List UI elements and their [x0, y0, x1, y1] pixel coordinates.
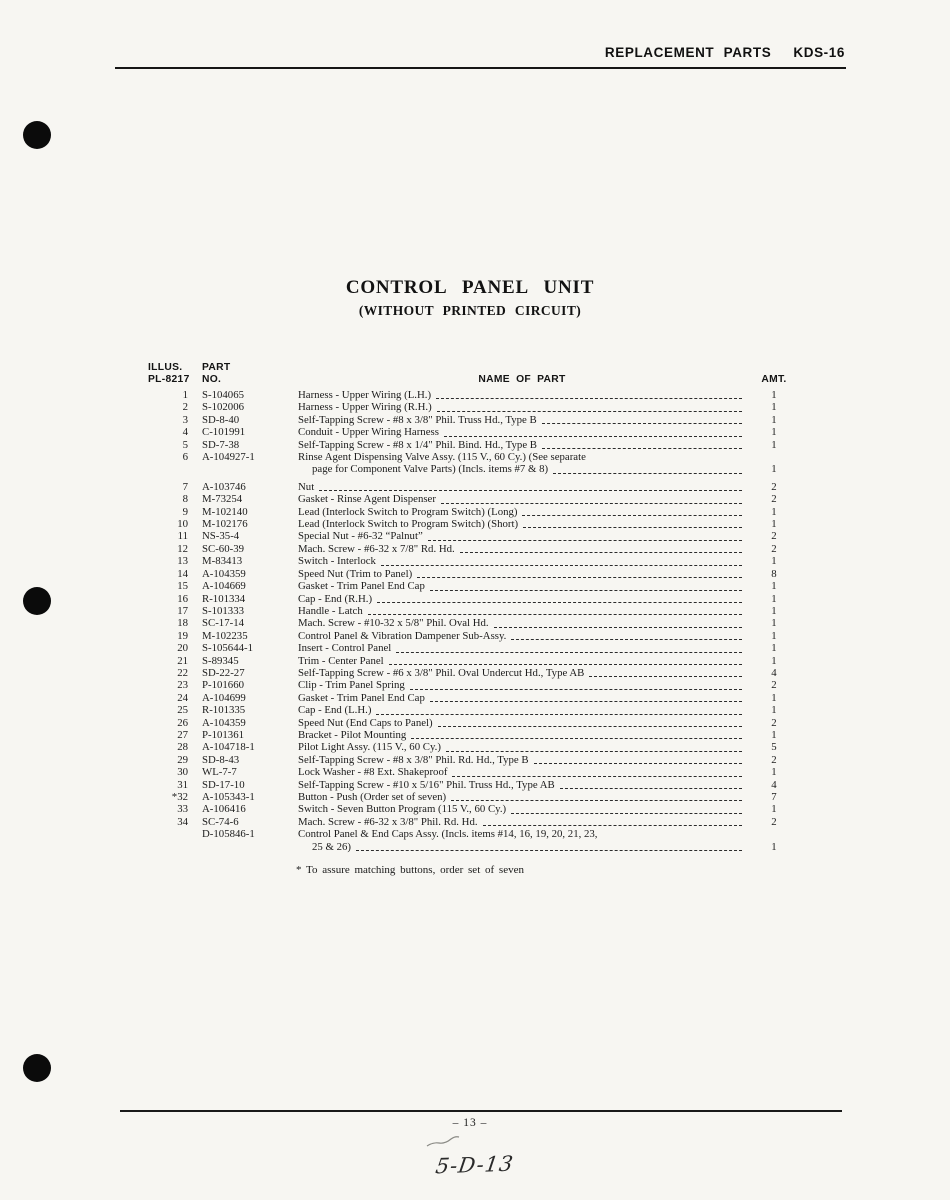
- illus-no-cell: 31: [177, 778, 188, 791]
- illus-no-cell: 16: [177, 592, 188, 605]
- part-no-cell: [202, 841, 290, 853]
- dotted-leader: [376, 714, 742, 715]
- part-name-cell: [298, 389, 746, 401]
- part-name-text: Harness - Upper Wiring (R.H.): [298, 401, 432, 414]
- column-header-part-no: PART NO.: [202, 362, 231, 385]
- parts-table: [148, 362, 794, 853]
- table-row: [148, 555, 794, 567]
- illus-no-cell: 11: [177, 530, 188, 543]
- amount-cell: 2: [771, 753, 777, 766]
- part-name-text: Handle - Latch: [298, 604, 363, 617]
- illus-no-cell: 33: [177, 803, 188, 816]
- dotted-leader: [542, 448, 742, 449]
- amount-cell: 1: [771, 426, 777, 439]
- part-no-cell: SC-17-14: [202, 617, 244, 630]
- part-no-cell: S-89345: [202, 654, 239, 667]
- part-name-text: Nut: [298, 480, 315, 493]
- table-row: [148, 692, 794, 704]
- part-name-text: Rinse Agent Dispensing Valve Assy. (115 V., 60 Cy.) (See separate: [298, 451, 586, 464]
- illus-no-cell: 3: [182, 413, 188, 426]
- illus-no-cell: 1: [182, 389, 188, 401]
- part-name-text: Clip - Trim Panel Spring: [298, 679, 405, 692]
- part-name-cell: [298, 729, 746, 741]
- amount-cell: 1: [771, 580, 777, 593]
- dotted-leader: [444, 436, 742, 437]
- dotted-leader: [589, 676, 742, 677]
- amount-cell: 1: [771, 592, 777, 605]
- illus-no-cell: 12: [177, 542, 188, 555]
- table-row: [148, 816, 794, 828]
- part-name-cell: [298, 642, 746, 654]
- illus-no-cell: 30: [177, 766, 188, 779]
- illus-no-cell: [148, 828, 194, 840]
- table-row: [148, 451, 794, 463]
- illus-no-cell: 10: [177, 518, 188, 531]
- part-name-cell: [298, 717, 746, 729]
- binder-hole-bottom: [23, 1054, 51, 1082]
- part-name-text: Pilot Light Assy. (115 V., 60 Cy.): [298, 741, 441, 754]
- table-row: [148, 605, 794, 617]
- part-name-cell: [298, 667, 746, 679]
- part-name-text: Gasket - Trim Panel End Cap: [298, 691, 425, 704]
- dotted-leader: [437, 411, 742, 412]
- part-name-text: Insert - Control Panel: [298, 642, 392, 655]
- part-name-text: Harness - Upper Wiring (L.H.): [298, 389, 432, 401]
- table-row: [148, 493, 794, 505]
- amount-cell: 2: [771, 679, 777, 692]
- table-row: [148, 506, 794, 518]
- part-no-cell: SD-22-27: [202, 666, 245, 679]
- part-name-text: Control Panel & Vibration Dampener Sub-Assy.: [298, 629, 507, 642]
- amount-cell: 1: [771, 728, 777, 741]
- part-name-cell: [298, 679, 746, 691]
- part-name-cell: [298, 828, 746, 840]
- illus-no-cell: 29: [177, 753, 188, 766]
- dotted-leader: [411, 738, 742, 739]
- part-name-cell: [298, 439, 746, 451]
- part-name-text: Button - Push (Order set of seven): [298, 791, 447, 803]
- dotted-leader: [452, 776, 742, 777]
- dotted-leader: [319, 490, 742, 491]
- part-name-cell: [298, 692, 746, 704]
- part-name-text: Lead (Interlock Switch to Program Switch) (Short): [298, 518, 519, 531]
- illus-no-cell: 23: [177, 679, 188, 692]
- part-no-cell: R-101335: [202, 704, 246, 717]
- dotted-leader: [430, 701, 742, 702]
- part-name-cell: [298, 754, 746, 766]
- amount-cell: 4: [771, 666, 777, 679]
- illus-no-cell: 6: [182, 451, 188, 464]
- part-no-cell: A-104718-1: [202, 741, 255, 754]
- illus-no-cell: 14: [177, 567, 188, 580]
- table-row: [148, 841, 794, 853]
- illus-no-cell: 24: [177, 691, 188, 704]
- table-row: [148, 414, 794, 426]
- amount-cell: [754, 451, 794, 463]
- part-name-text: 25 & 26): [312, 840, 351, 853]
- part-no-cell: A-105343-1: [202, 791, 255, 803]
- handwritten-note: 5-D-13: [434, 1151, 516, 1179]
- amount-cell: 2: [771, 542, 777, 555]
- table-row: [148, 401, 794, 413]
- illus-no-cell: 19: [177, 629, 188, 642]
- title-block: [130, 277, 810, 319]
- illus-no-cell: 9: [182, 505, 188, 518]
- page-header: [605, 45, 845, 60]
- part-no-cell: S-105644-1: [202, 642, 253, 655]
- part-no-cell: C-101991: [202, 426, 246, 439]
- part-name-text: Self-Tapping Screw - #8 x 3/8" Phil. Rd. Hd., Type B: [298, 753, 529, 766]
- table-row: [148, 389, 794, 401]
- dotted-leader: [377, 602, 742, 603]
- part-no-cell: [202, 463, 290, 475]
- illus-no-cell: 20: [177, 642, 188, 655]
- table-row: [148, 630, 794, 642]
- illus-no-cell: 21: [177, 654, 188, 667]
- part-name-text: Gasket - Trim Panel End Cap: [298, 580, 425, 593]
- table-row: [148, 655, 794, 667]
- illus-no-cell: 18: [177, 617, 188, 630]
- illus-no-cell: 13: [177, 555, 188, 568]
- part-no-cell: D-105846-1: [202, 828, 255, 841]
- table-row: [148, 439, 794, 451]
- amount-cell: [754, 828, 794, 840]
- part-no-cell: SD-7-38: [202, 438, 240, 451]
- part-no-cell: A-104359: [202, 567, 246, 580]
- part-name-cell: [298, 630, 746, 642]
- illus-no-cell: 2: [182, 401, 188, 414]
- amount-cell: 1: [771, 704, 777, 717]
- table-row: [148, 717, 794, 729]
- dotted-leader: [494, 627, 742, 628]
- table-row: [148, 568, 794, 580]
- part-name-cell: [298, 451, 746, 463]
- part-name-cell: [298, 506, 746, 518]
- part-no-cell: M-83413: [202, 555, 243, 568]
- binder-hole-middle: [23, 587, 51, 615]
- illus-no-cell: 22: [177, 666, 188, 679]
- amount-cell: 4: [771, 778, 777, 791]
- part-name-cell: [298, 580, 746, 592]
- part-no-cell: A-104699: [202, 691, 246, 704]
- part-no-cell: A-103746: [202, 480, 246, 493]
- part-name-text: Lock Washer - #8 Ext. Shakeproof: [298, 766, 448, 779]
- part-no-cell: A-106416: [202, 803, 246, 816]
- dotted-leader: [441, 503, 742, 504]
- part-name-text: Bracket - Pilot Mounting: [298, 728, 407, 741]
- part-name-text: Switch - Seven Button Program (115 V., 60 Cy.): [298, 803, 507, 816]
- amount-cell: 2: [771, 530, 777, 543]
- page-number: – 13 –: [452, 1117, 488, 1129]
- amount-cell: 5: [771, 741, 777, 754]
- amount-cell: 2: [771, 815, 777, 828]
- pencil-scribble: [425, 1133, 465, 1149]
- part-name-text: Special Nut - #6-32 “Palnut”: [298, 530, 423, 543]
- amount-cell: 1: [771, 401, 777, 414]
- table-row: [148, 741, 794, 753]
- dotted-leader: [396, 652, 742, 653]
- part-no-cell: SD-17-10: [202, 778, 245, 791]
- part-name-cell: [298, 741, 746, 753]
- dotted-leader: [511, 639, 742, 640]
- illus-no-cell: 27: [177, 728, 188, 741]
- column-header-illus: ILLUS. PL-8217: [148, 362, 190, 385]
- table-row: [148, 803, 794, 815]
- part-no-cell: NS-35-4: [202, 530, 240, 543]
- binder-hole-top: [23, 121, 51, 149]
- part-no-cell: M-102235: [202, 629, 248, 642]
- amount-cell: 1: [771, 766, 777, 779]
- table-row: [148, 754, 794, 766]
- dotted-leader: [522, 515, 742, 516]
- part-name-cell: [298, 543, 746, 555]
- dotted-leader: [356, 850, 742, 851]
- table-row: [148, 766, 794, 778]
- part-no-cell: R-101334: [202, 592, 246, 605]
- part-name-cell: [298, 401, 746, 413]
- dotted-leader: [430, 590, 742, 591]
- illus-no-cell: [148, 841, 194, 853]
- amount-cell: 1: [771, 629, 777, 642]
- amount-cell: 1: [771, 389, 777, 401]
- amount-cell: 1: [771, 691, 777, 704]
- amount-cell: 2: [771, 493, 777, 506]
- table-row: [148, 642, 794, 654]
- footer-rule: [120, 1110, 842, 1112]
- part-no-cell: P-101361: [202, 728, 244, 741]
- part-name-cell: [298, 779, 746, 791]
- table-body: [148, 389, 794, 853]
- amount-cell: 1: [771, 654, 777, 667]
- part-no-cell: M-102140: [202, 505, 248, 518]
- amount-cell: 7: [771, 791, 777, 803]
- illus-no-cell: 7: [182, 480, 188, 493]
- table-row: [148, 530, 794, 542]
- amount-cell: 2: [771, 480, 777, 493]
- amount-cell: 1: [771, 840, 777, 853]
- part-name-text: Speed Nut (Trim to Panel): [298, 567, 413, 580]
- part-no-cell: SD-8-43: [202, 753, 240, 766]
- part-no-cell: P-101660: [202, 679, 244, 692]
- illus-no-cell: [148, 463, 194, 475]
- amount-cell: 1: [771, 642, 777, 655]
- illus-no-cell: 28: [177, 741, 188, 754]
- part-name-cell: [298, 555, 746, 567]
- header-rule: [115, 67, 846, 69]
- table-row: [148, 593, 794, 605]
- part-name-text: Speed Nut (End Caps to Panel): [298, 716, 433, 729]
- part-no-cell: SC-74-6: [202, 815, 239, 828]
- amount-cell: 1: [771, 463, 777, 476]
- dotted-leader: [410, 689, 742, 690]
- part-name-cell: [298, 481, 746, 493]
- table-row: [148, 518, 794, 530]
- part-name-text: Cap - End (L.H.): [298, 704, 372, 717]
- illus-no-cell: 34: [177, 815, 188, 828]
- amount-cell: 1: [771, 413, 777, 426]
- illus-no-cell: 25: [177, 704, 188, 717]
- dotted-leader: [553, 473, 742, 474]
- column-header-amt: AMT.: [761, 373, 787, 385]
- part-name-text: Conduit - Upper Wiring Harness: [298, 426, 439, 439]
- illus-no-cell: *32: [171, 791, 188, 803]
- table-row: [148, 779, 794, 791]
- part-name-cell: [298, 803, 746, 815]
- dotted-leader: [560, 788, 742, 789]
- part-no-cell: S-102006: [202, 401, 244, 414]
- part-name-cell: [298, 791, 746, 803]
- dotted-leader: [417, 577, 742, 578]
- part-name-text: Switch - Interlock: [298, 555, 376, 568]
- part-name-text: Control Panel & End Caps Assy. (Incls. items #14, 16, 19, 20, 21, 23,: [298, 828, 598, 841]
- part-name-cell: [298, 568, 746, 580]
- illus-no-cell: 15: [177, 580, 188, 593]
- part-no-cell: M-73254: [202, 493, 243, 506]
- footnote: * To assure matching buttons, order set of seven: [296, 864, 524, 876]
- part-no-cell: S-104065: [202, 389, 244, 401]
- table-row: [148, 543, 794, 555]
- part-no-cell: S-101333: [202, 604, 244, 617]
- part-name-cell: [298, 766, 746, 778]
- table-row: [148, 828, 794, 840]
- part-name-text: Self-Tapping Screw - #8 x 3/8" Phil. Truss Hd., Type B: [298, 413, 537, 426]
- part-name-text: Mach. Screw - #6-32 x 7/8" Rd. Hd.: [298, 542, 455, 555]
- part-name-text: Mach. Screw - #6-32 x 3/8" Phil. Rd. Hd.: [298, 815, 478, 828]
- page-subtitle: (WITHOUT PRINTED CIRCUIT): [358, 303, 582, 318]
- part-name-cell: [298, 704, 746, 716]
- part-name-text: Mach. Screw - #10-32 x 5/8" Phil. Oval Hd.: [298, 617, 489, 630]
- part-name-cell: [298, 518, 746, 530]
- dotted-leader: [542, 423, 742, 424]
- part-name-text: Gasket - Rinse Agent Dispenser: [298, 493, 436, 506]
- dotted-leader: [511, 813, 742, 814]
- dotted-leader: [451, 800, 742, 801]
- table-row: [148, 426, 794, 438]
- table-row: [148, 481, 794, 493]
- table-row: [148, 667, 794, 679]
- table-row: [148, 679, 794, 691]
- part-name-text: Cap - End (R.H.): [298, 592, 373, 605]
- dotted-leader: [436, 398, 742, 399]
- dotted-leader: [368, 614, 742, 615]
- table-row: [148, 580, 794, 592]
- amount-cell: 1: [771, 518, 777, 531]
- part-name-cell: [298, 426, 746, 438]
- part-no-cell: A-104669: [202, 580, 246, 593]
- dotted-leader: [438, 726, 742, 727]
- dotted-leader: [483, 825, 742, 826]
- part-name-cell: [298, 605, 746, 617]
- part-no-cell: A-104927-1: [202, 451, 255, 464]
- table-row: [148, 463, 794, 475]
- dotted-leader: [523, 527, 742, 528]
- dotted-leader: [428, 540, 742, 541]
- dotted-leader: [446, 751, 742, 752]
- part-no-cell: M-102176: [202, 518, 248, 531]
- table-row: [148, 729, 794, 741]
- part-no-cell: SC-60-39: [202, 542, 244, 555]
- part-name-text: Trim - Center Panel: [298, 654, 384, 667]
- dotted-leader: [460, 552, 742, 553]
- amount-cell: 8: [771, 567, 777, 580]
- header-section-title: REPLACEMENT PARTS: [604, 45, 772, 60]
- header-model-number: KDS-16: [793, 45, 845, 60]
- table-row: [148, 617, 794, 629]
- part-name-cell: [298, 816, 746, 828]
- table-row: [148, 791, 794, 803]
- part-name-cell: [298, 493, 746, 505]
- dotted-leader: [534, 763, 742, 764]
- illus-no-cell: 8: [182, 493, 188, 506]
- part-name-text: Self-Tapping Screw - #10 x 5/16" Phil. Truss Hd., Type AB: [298, 778, 555, 791]
- column-header-name: NAME OF PART: [478, 373, 566, 385]
- amount-cell: 1: [771, 505, 777, 518]
- part-name-text: Self-Tapping Screw - #8 x 1/4" Phil. Bind. Hd., Type B: [298, 438, 538, 451]
- part-name-cell: [298, 841, 746, 853]
- part-name-cell: [298, 414, 746, 426]
- dotted-leader: [381, 565, 742, 566]
- illus-no-cell: 17: [177, 604, 188, 617]
- part-no-cell: A-104359: [202, 716, 246, 729]
- part-no-cell: SD-8-40: [202, 413, 240, 426]
- part-name-text: page for Component Valve Parts) (Incls. items #7 & 8): [312, 463, 549, 476]
- amount-cell: 1: [771, 604, 777, 617]
- amount-cell: 2: [771, 716, 777, 729]
- part-name-cell: [298, 617, 746, 629]
- part-name-text: Lead (Interlock Switch to Program Switch) (Long): [298, 505, 518, 518]
- dotted-leader: [389, 664, 742, 665]
- part-name-cell: [298, 463, 746, 475]
- part-name-cell: [298, 593, 746, 605]
- part-name-text: Self-Tapping Screw - #6 x 3/8" Phil. Oval Undercut Hd., Type AB: [298, 666, 585, 679]
- part-no-cell: WL-7-7: [202, 766, 237, 779]
- part-name-cell: [298, 655, 746, 667]
- illus-no-cell: 5: [182, 438, 188, 451]
- amount-cell: 1: [771, 617, 777, 630]
- table-header: [148, 362, 794, 385]
- illus-no-cell: 26: [177, 716, 188, 729]
- amount-cell: 1: [771, 438, 777, 451]
- illus-no-cell: 4: [182, 426, 188, 439]
- page-title: CONTROL PANEL UNIT: [345, 277, 595, 298]
- part-name-cell: [298, 530, 746, 542]
- amount-cell: 1: [771, 555, 777, 568]
- table-row: [148, 704, 794, 716]
- amount-cell: 1: [771, 803, 777, 816]
